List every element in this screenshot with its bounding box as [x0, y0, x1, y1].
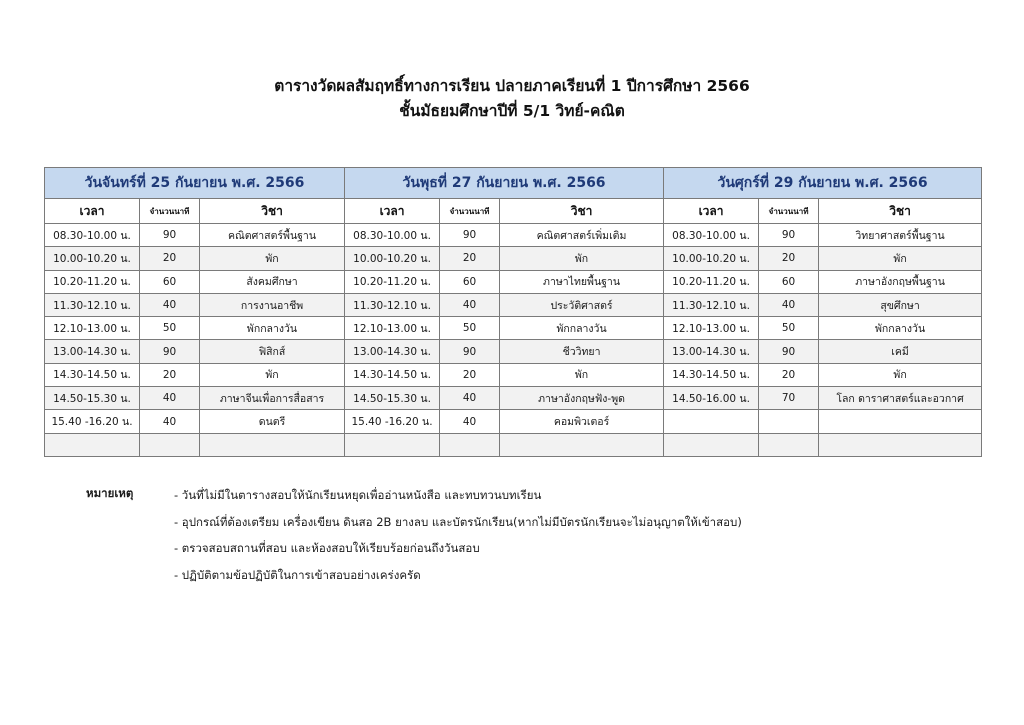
minutes-cell: 40	[140, 410, 200, 433]
minutes-cell: 40	[440, 293, 500, 316]
minutes-cell: 50	[140, 317, 200, 340]
minutes-cell: 40	[140, 387, 200, 410]
minutes-cell	[759, 410, 819, 433]
time-cell: 08.30-10.00 น.	[664, 224, 759, 247]
subject-cell	[200, 433, 345, 456]
day-header-row	[45, 168, 982, 199]
subject-cell: ภาษาจีนเพื่อการสื่อสาร	[200, 387, 345, 410]
table-row	[45, 410, 982, 433]
table-row	[45, 270, 982, 293]
time-cell: 14.30-14.50 น.	[45, 363, 140, 386]
minutes-cell: 90	[759, 340, 819, 363]
day-header-monday: วันจันทร์ที่ 25 กันยายน พ.ศ. 2566	[45, 168, 345, 199]
time-cell: 10.20-11.20 น.	[345, 270, 440, 293]
time-cell: 13.00-14.30 น.	[45, 340, 140, 363]
column-header-subject: วิชา	[819, 199, 982, 224]
minutes-cell: 50	[440, 317, 500, 340]
time-cell: 10.20-11.20 น.	[664, 270, 759, 293]
time-cell: 11.30-12.10 น.	[45, 293, 140, 316]
minutes-cell: 90	[140, 340, 200, 363]
time-cell: 11.30-12.10 น.	[345, 293, 440, 316]
minutes-cell: 20	[140, 247, 200, 270]
notes-list	[174, 485, 894, 591]
time-cell	[664, 410, 759, 433]
time-cell: 13.00-14.30 น.	[345, 340, 440, 363]
minutes-cell	[140, 433, 200, 456]
notes-label: หมายเหตุ	[86, 486, 134, 500]
time-cell	[664, 433, 759, 456]
minutes-cell: 40	[440, 387, 500, 410]
document-subtitle: ชั้นมัธยมศึกษาปีที่ 5/1 วิทย์-คณิต	[399, 102, 625, 120]
schedule-body	[45, 224, 982, 457]
minutes-cell: 50	[759, 317, 819, 340]
table-row	[45, 433, 982, 456]
note-item: - วันที่ไม่มีในตารางสอบให้นักเรียนหยุดเพื่ออ่านหนังสือ และทบทวนบทเรียน	[174, 488, 542, 502]
subject-cell: คณิตศาสตร์พื้นฐาน	[200, 224, 345, 247]
column-header-subject: วิชา	[200, 199, 345, 224]
subject-cell: สุขศึกษา	[819, 293, 982, 316]
minutes-cell: 20	[140, 363, 200, 386]
subject-cell: พัก	[500, 247, 664, 270]
time-cell: 12.10-13.00 น.	[345, 317, 440, 340]
minutes-cell: 90	[140, 224, 200, 247]
time-cell	[345, 433, 440, 456]
minutes-cell: 20	[440, 247, 500, 270]
subject-cell: พัก	[819, 247, 982, 270]
subject-cell: ดนตรี	[200, 410, 345, 433]
time-cell: 08.30-10.00 น.	[345, 224, 440, 247]
subject-cell: วิทยาศาสตร์พื้นฐาน	[819, 224, 982, 247]
time-cell: 12.10-13.00 น.	[45, 317, 140, 340]
time-cell: 10.00-10.20 น.	[45, 247, 140, 270]
time-cell: 10.00-10.20 น.	[345, 247, 440, 270]
note-item: - ตรวจสอบสถานที่สอบ และห้องสอบให้เรียบร้อยก่อนถึงวันสอบ	[174, 541, 480, 555]
day-header-friday: วันศุกร์ที่ 29 กันยายน พ.ศ. 2566	[664, 168, 982, 199]
minutes-cell: 70	[759, 387, 819, 410]
time-cell: 10.20-11.20 น.	[45, 270, 140, 293]
minutes-cell: 90	[440, 224, 500, 247]
minutes-cell: 20	[759, 363, 819, 386]
minutes-cell: 40	[140, 293, 200, 316]
minutes-cell	[759, 433, 819, 456]
subject-cell: การงานอาชีพ	[200, 293, 345, 316]
subject-cell: โลก ดาราศาสตร์และอวกาศ	[819, 387, 982, 410]
subject-cell: พักกลางวัน	[200, 317, 345, 340]
minutes-cell: 20	[440, 363, 500, 386]
subject-cell: คณิตศาสตร์เพิ่มเติม	[500, 224, 664, 247]
column-header-row	[45, 199, 982, 224]
table-row	[45, 247, 982, 270]
subject-cell: ฟิสิกส์	[200, 340, 345, 363]
column-header-time: เวลา	[45, 199, 140, 224]
time-cell	[45, 433, 140, 456]
table-row	[45, 387, 982, 410]
column-header-time: เวลา	[345, 199, 440, 224]
minutes-cell: 60	[140, 270, 200, 293]
day-header-wednesday: วันพุธที่ 27 กันยายน พ.ศ. 2566	[345, 168, 664, 199]
minutes-cell: 60	[759, 270, 819, 293]
subject-cell: ภาษาอังกฤษฟัง-พูด	[500, 387, 664, 410]
document-title: ตารางวัดผลสัมฤทธิ์ทางการเรียน ปลายภาคเรียนที่ 1 ปีการศึกษา 2566	[274, 77, 750, 95]
subject-cell: พัก	[500, 363, 664, 386]
minutes-cell: 90	[759, 224, 819, 247]
time-cell: 13.00-14.30 น.	[664, 340, 759, 363]
time-cell: 15.40 -16.20 น.	[45, 410, 140, 433]
column-header-minutes: จำนวนนาที	[440, 199, 500, 224]
time-cell: 14.50-15.30 น.	[45, 387, 140, 410]
subject-cell	[500, 433, 664, 456]
column-header-subject: วิชา	[500, 199, 664, 224]
subject-cell: พัก	[819, 363, 982, 386]
minutes-cell: 40	[759, 293, 819, 316]
subject-cell	[819, 410, 982, 433]
column-header-minutes: จำนวนนาที	[140, 199, 200, 224]
time-cell: 14.50-16.00 น.	[664, 387, 759, 410]
minutes-cell: 60	[440, 270, 500, 293]
exam-schedule-table	[44, 167, 982, 457]
document-title-block	[0, 74, 1024, 124]
subject-cell: พัก	[200, 363, 345, 386]
table-row	[45, 224, 982, 247]
time-cell: 14.30-14.50 น.	[664, 363, 759, 386]
time-cell: 11.30-12.10 น.	[664, 293, 759, 316]
minutes-cell: 20	[759, 247, 819, 270]
subject-cell: คอมพิวเตอร์	[500, 410, 664, 433]
subject-cell: ประวัติศาสตร์	[500, 293, 664, 316]
time-cell: 10.00-10.20 น.	[664, 247, 759, 270]
table-row	[45, 293, 982, 316]
table-row	[45, 363, 982, 386]
minutes-cell: 90	[440, 340, 500, 363]
minutes-cell	[440, 433, 500, 456]
column-header-time: เวลา	[664, 199, 759, 224]
time-cell: 14.30-14.50 น.	[345, 363, 440, 386]
subject-cell: ชีววิทยา	[500, 340, 664, 363]
subject-cell: ภาษาไทยพื้นฐาน	[500, 270, 664, 293]
column-header-minutes: จำนวนนาที	[759, 199, 819, 224]
time-cell: 08.30-10.00 น.	[45, 224, 140, 247]
subject-cell: พัก	[200, 247, 345, 270]
table-row	[45, 317, 982, 340]
subject-cell: เคมี	[819, 340, 982, 363]
table-row	[45, 340, 982, 363]
time-cell: 15.40 -16.20 น.	[345, 410, 440, 433]
subject-cell: สังคมศึกษา	[200, 270, 345, 293]
subject-cell: พักกลางวัน	[819, 317, 982, 340]
subject-cell	[819, 433, 982, 456]
subject-cell: พักกลางวัน	[500, 317, 664, 340]
note-item: - ปฏิบัติตามข้อปฏิบัติในการเข้าสอบอย่างเคร่งครัด	[174, 567, 421, 582]
note-item: - อุปกรณ์ที่ต้องเตรียม เครื่องเขียน ดินสอ 2B ยางลบ และบัตรนักเรียน(หากไม่มีบัตรนักเรียนจะไม่อนุญาตให้เข้าสอบ)	[174, 514, 742, 529]
subject-cell: ภาษาอังกฤษพื้นฐาน	[819, 270, 982, 293]
time-cell: 12.10-13.00 น.	[664, 317, 759, 340]
time-cell: 14.50-15.30 น.	[345, 387, 440, 410]
minutes-cell: 40	[440, 410, 500, 433]
